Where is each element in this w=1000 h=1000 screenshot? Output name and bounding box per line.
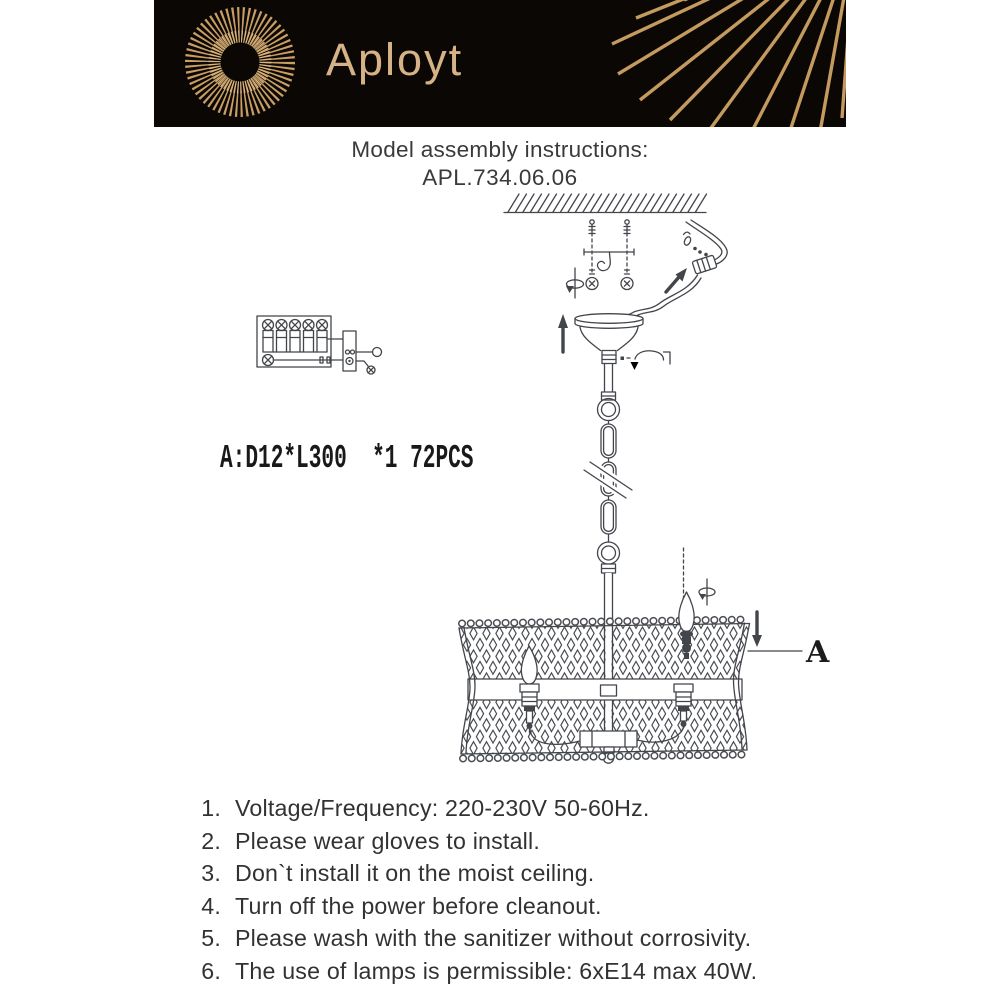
- down-arrow-icon: [752, 612, 762, 647]
- starburst-icon: [154, 0, 334, 127]
- item-text: Turn off the power before cleanout.: [235, 892, 602, 919]
- list-item: [193, 860, 893, 887]
- list-item: [193, 893, 893, 920]
- detail-label: A: [806, 635, 830, 670]
- item-text: Please wear gloves to install.: [235, 827, 541, 854]
- hanging-rod: [602, 364, 616, 400]
- item-text: The use of lamps is permissible: 6xE14 max 40W.: [235, 957, 758, 984]
- assembly-diagram: [150, 185, 850, 785]
- item-text: Don`t install it on the moist ceiling.: [235, 860, 595, 887]
- model-number: APL.734.06.06: [422, 165, 578, 190]
- lamp-symbol: [263, 320, 274, 353]
- hook-icon: [598, 252, 611, 271]
- lamp-symbol: [290, 320, 301, 353]
- item-number: 4.: [201, 892, 221, 919]
- break-symbol: [584, 462, 632, 498]
- detail-callout: [748, 635, 830, 670]
- power-wire-connector: [614, 220, 728, 320]
- item-text: Please wash with the sanitizer without corrosivity.: [235, 925, 752, 952]
- corner-rays-icon: [566, 0, 846, 127]
- lamp-symbol: [263, 355, 274, 366]
- item-number: 3.: [201, 860, 221, 887]
- item-text: Voltage/Frequency: 220-230V 50-60Hz.: [235, 795, 650, 821]
- wiring-diagram: [257, 316, 382, 374]
- lamp-symbol: [276, 320, 287, 353]
- drum-shade: [365, 573, 842, 764]
- canopy: [575, 314, 643, 364]
- page-title: Model assembly instructions:: [351, 137, 649, 162]
- rotate-arrow-icon: [621, 351, 671, 370]
- bulb-rotation-icon: [699, 579, 715, 605]
- up-arrow-icon: [558, 314, 568, 352]
- item-number: 5.: [201, 925, 221, 952]
- ceiling-hatch: [504, 194, 707, 213]
- item-number: 2.: [201, 827, 221, 854]
- rotation-icon: [566, 268, 584, 298]
- list-item: [193, 958, 893, 985]
- item-number: 1.: [201, 795, 221, 821]
- list-item: [193, 925, 893, 952]
- lamp-symbol: [303, 320, 314, 353]
- item-number: 6.: [201, 957, 221, 984]
- screw-anchor-icon: [586, 220, 598, 290]
- part-size-label: A:D12*L300 *1 72PCS: [220, 440, 474, 477]
- list-item: [193, 828, 893, 855]
- lamp-symbol: [317, 320, 328, 353]
- instruction-list: [193, 795, 893, 991]
- chain: [584, 399, 632, 574]
- mounting-hardware: [584, 220, 634, 290]
- list-item: [193, 795, 893, 822]
- brand-header: [154, 0, 846, 127]
- lamp-symbol: [367, 366, 375, 374]
- brand-logo-text: Aployt: [326, 34, 464, 85]
- screw-anchor-icon: [621, 220, 633, 290]
